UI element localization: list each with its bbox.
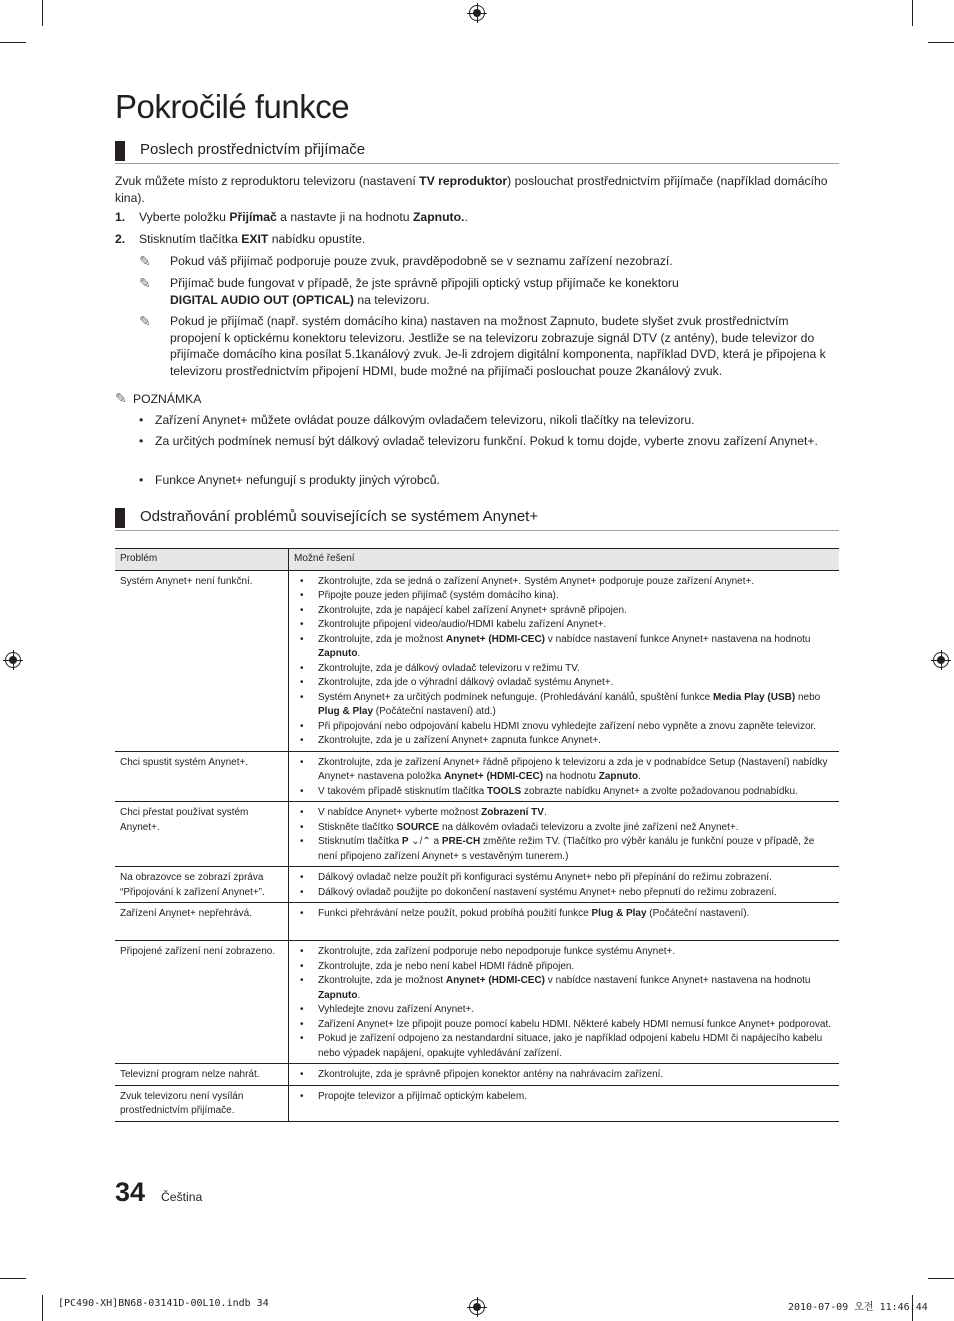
table-row (115, 570, 839, 751)
heading-bar (115, 508, 125, 528)
solution-cell: • Zkontrolujte, zda zařízení podporuje nebo nepodporuje funkce systému Anynet+. • Zkontrolujte, zda je nebo není kabel HDMI řádně připojen. • Zkontrolujte, zda je možnost Anynet+ (HDMI-CEC) v nabídce nastavení funkce Anynet+ nastavena na hodnotu Zapnuto. • Vyhledejte znovu zařízení Anynet+. • Zařízení Anynet+ lze připojit pouze pomocí kabelu HDMI. Některé kabely HDMI nemusí funkce Anynet+ podporovat. • Pokud je zařízení odpojeno za nestandardní situace, jako je například odpojení kabelu HDMI či napájecího kabelu nebo výpadek napájení, opakujte vyhledávání zařízení. (289, 941, 840, 1064)
registration-mark-icon (933, 652, 949, 668)
step-1: 1. Vyberte položku Přijímač a nastavte ji na hodnotu Zapnuto.. (115, 210, 468, 224)
section-heading (115, 506, 839, 531)
footer-file-info: [PC490-XH]BN68-03141D-00L10.indb 34 (58, 1298, 269, 1309)
registration-mark-icon (469, 1299, 485, 1315)
solution-cell: • V nabídce Anynet+ vyberte možnost Zobrazení TV. • Stiskněte tlačítko SOURCE na dálkovém ovladači televizoru a zvolte jiné zařízení než Anynet+. • Stisknutím tlačítka P ⌄/⌃ a PRE-CH změňte režim TV. (Tlačítko pro výběr kanálu je funkční pouze v případě, že není připojeno zařízení Anynet+ s vestavěným tunerem.) (289, 802, 840, 867)
note-item: ✎ Přijímač bude fungovat v případě, že jste správně připojili optický vstup přijímače ke konektoru DIGITAL AUDIO OUT (OPTICAL) na televizoru. (139, 275, 679, 307)
solution-cell: • Zkontrolujte, zda se jedná o zařízení Anynet+. Systém Anynet+ podporuje pouze zařízení Anynet+. • Připojte pouze jeden přijímač (systém domácího kina). • Zkontrolujte, zda je napájecí kabel zařízení Anynet+ správně připojen. • Zkontrolujte připojení video/audio/HDMI kabelu zařízení Anynet+. • Zkontrolujte, zda je možnost Anynet+ (HDMI-CEC) v nabídce nastavení funkce Anynet+ nastavena na hodnotu Zapnuto. • Zkontrolujte, zda je dálkový ovladač televizoru v režimu TV. • Zkontrolujte, zda jde o výhradní dálkový ovladač systému Anynet+. • Systém Anynet+ za určitých podmínek nefunguje. (Prohledávání kanálů, spuštění funkce Media Play (USB) nebo Plug & Play (Počáteční nastavení) atd.) • Při připojování nebo odpojování kabelu HDMI znovu vyhledejte zařízení nebo vypněte a znovu zapněte televizor. • Zkontrolujte, zda je u zařízení Anynet+ zapnuta funkce Anynet+. (289, 570, 840, 751)
table-row (115, 751, 839, 802)
page-number: 34 (115, 1177, 146, 1207)
section-heading-text: Poslech prostřednictvím přijímače (140, 141, 366, 158)
crop-mark (42, 1295, 43, 1321)
problem-cell: Zvuk televizoru není vysílán prostřednictvím přijímače. (115, 1085, 289, 1121)
heading-bar (115, 141, 125, 161)
pencil-note-icon: ✎ (139, 313, 151, 329)
table-header-row (115, 549, 839, 571)
note-item: ✎ Pokud váš přijímač podporuje pouze zvuk, pravděpodobně se v seznamu zařízení nezobrazí. (139, 253, 673, 269)
section-heading-text: Odstraňování problémů souvisejících se systémem Anynet+ (140, 508, 539, 525)
footer-date: 2010-07-09 오전 11:46:44 (788, 1302, 928, 1313)
table-row (115, 802, 839, 867)
crop-mark (928, 42, 954, 43)
crop-mark (0, 42, 26, 43)
pencil-note-icon: ✎ (139, 275, 151, 291)
table-row (115, 941, 839, 1064)
column-header: Možné řešení (289, 549, 840, 571)
registration-mark-icon (469, 5, 485, 21)
step-2: 2. Stisknutím tlačítka EXIT nabídku opustíte. (115, 232, 366, 246)
problem-cell: Televizní program nelze nahrát. (115, 1064, 289, 1086)
solution-cell: • Zkontrolujte, zda je správně připojen konektor antény na nahrávacím zařízení. (289, 1064, 840, 1086)
crop-mark (42, 0, 43, 26)
solution-cell: • Zkontrolujte, zda je zařízení Anynet+ řádně připojeno k televizoru a zda je v podnabídce Setup (Nastavení) nabídky Anynet+ nastavena položka Anynet+ (HDMI-CEC) na hodnotu Zapnuto. • V takovém případě stisknutím tlačítka TOOLS zobrazte nabídku Anynet+ a zvolte požadovanou podnabídku. (289, 751, 840, 802)
problem-cell: Připojené zařízení není zobrazeno. (115, 941, 289, 1064)
problem-cell: Zařízení Anynet+ nepřehrává. (115, 903, 289, 941)
chevron-up-icon: ⌃ (422, 836, 431, 847)
registration-mark-icon (5, 652, 21, 668)
table-row (115, 903, 839, 941)
problem-cell: Na obrazovce se zobrazí zpráva “Připojování k zařízení Anynet+”. (115, 867, 289, 903)
table-row (115, 1064, 839, 1086)
page-title: Pokročilé funkce (115, 88, 350, 125)
troubleshooting-table (115, 548, 839, 1122)
note-label: ✎ POZNÁMKA (115, 390, 202, 406)
solution-cell: • Propojte televizor a přijímač optickým kabelem. (289, 1085, 840, 1121)
crop-mark (912, 0, 913, 26)
note-item: ✎ Pokud je přijímač (např. systém domácího kina) nastaven na možnost Zapnuto, budete slyšet zvuk prostřednictvím propojení k optickému konektoru televizoru. Jestliže se na televizoru zobrazuje signál DTV (z antény), bude televizor do přijímače domácího kina posílat 5.1kanálový zvuk. Je-li zdrojem digitální komponenta, například DVD, která je připojena k televizoru prostřednictvím připojení HDMI, bude možné na přijímači poslouchat pouze 2kanálový zvuk. (139, 313, 826, 378)
crop-mark (0, 1278, 26, 1279)
intro-paragraph: Zvuk můžete místo z reproduktoru televizoru (nastavení TV reproduktor) poslouchat prostřednictvím přijímače (například domácího kina). (115, 174, 828, 205)
problem-cell: Chci spustit systém Anynet+. (115, 751, 289, 802)
problem-cell: Chci přestat používat systém Anynet+. (115, 802, 289, 867)
table-row (115, 867, 839, 903)
section-heading (115, 139, 839, 164)
problem-cell: Systém Anynet+ není funkční. (115, 570, 289, 751)
page-language: Čeština (161, 1190, 203, 1204)
table-row (115, 1085, 839, 1121)
solution-cell: • Dálkový ovladač nelze použít při konfiguraci systému Anynet+ nebo při přepínání do režimu zobrazení. • Dálkový ovladač použijte po dokončení nastavení systému Anynet+ nebo přepnutí do režimu zobrazení. (289, 867, 840, 903)
pencil-note-icon: ✎ (115, 390, 127, 406)
solution-cell: • Funkci přehrávání nelze použít, pokud probíhá použití funkce Plug & Play (Počáteční nastavení). (289, 903, 840, 941)
crop-mark (928, 1278, 954, 1279)
chevron-down-icon: ⌄ (411, 836, 420, 847)
column-header: Problém (115, 549, 289, 571)
pencil-note-icon: ✎ (139, 253, 151, 269)
